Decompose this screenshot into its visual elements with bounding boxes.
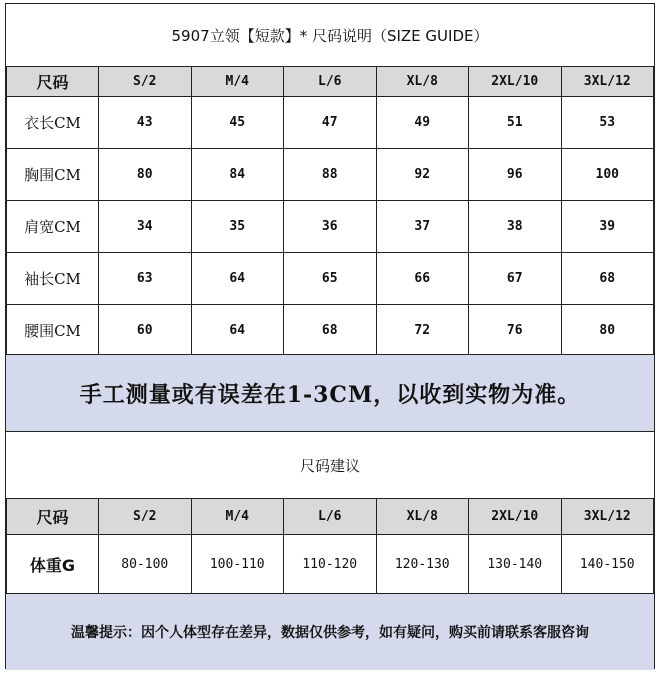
table-cell: 130-140 (469, 535, 562, 594)
table-row (7, 253, 654, 305)
size-table (6, 66, 654, 357)
table-cell: 68 (561, 253, 654, 305)
size-col-header: XL/8 (376, 499, 469, 535)
size-col-header: L/6 (284, 67, 377, 97)
table-cell: 68 (284, 305, 377, 357)
table-cell: 80-100 (99, 535, 192, 594)
row-label: 衣长CM (7, 97, 99, 149)
table-cell: 38 (469, 201, 562, 253)
table-cell: 66 (376, 253, 469, 305)
table-cell: 72 (376, 305, 469, 357)
size-corner-label: 尺码 (7, 67, 99, 97)
table-cell: 36 (284, 201, 377, 253)
table-cell: 67 (469, 253, 562, 305)
size-col-header: 3XL/12 (561, 499, 654, 535)
row-label: 肩宽CM (7, 201, 99, 253)
row-label: 腰围CM (7, 305, 99, 357)
size-suggestion-table (6, 498, 654, 594)
table-cell: 100 (561, 149, 654, 201)
size-header-row (7, 67, 654, 97)
size-col-header: 2XL/10 (469, 67, 562, 97)
table-cell: 96 (469, 149, 562, 201)
table-cell: 35 (191, 201, 284, 253)
size-col-header: S/2 (99, 499, 192, 535)
size-guide-title: 5907立领【短款】* 尺码说明（SIZE GUIDE） (6, 4, 654, 67)
table-cell: 64 (191, 253, 284, 305)
table-cell: 53 (561, 97, 654, 149)
size-col-header: M/4 (191, 67, 284, 97)
table-cell: 92 (376, 149, 469, 201)
table-row (7, 201, 654, 253)
table-cell: 37 (376, 201, 469, 253)
table-cell: 80 (561, 305, 654, 357)
table-cell: 49 (376, 97, 469, 149)
size-col-header: 2XL/10 (469, 499, 562, 535)
table-cell: 140-150 (561, 535, 654, 594)
table-cell: 80 (99, 149, 192, 201)
weight-row-label: 体重G (7, 535, 99, 594)
suggestion-header-row (7, 499, 654, 535)
size-col-header: L/6 (284, 499, 377, 535)
table-cell: 39 (561, 201, 654, 253)
table-cell: 64 (191, 305, 284, 357)
measurement-note: 手工测量或有误差在1-3CM，以收到实物为准。 (6, 354, 654, 432)
table-row (7, 535, 654, 594)
table-cell: 88 (284, 149, 377, 201)
size-col-header: 3XL/12 (561, 67, 654, 97)
table-cell: 63 (99, 253, 192, 305)
table-cell: 45 (191, 97, 284, 149)
size-guide-sheet (5, 3, 655, 669)
table-cell: 43 (99, 97, 192, 149)
table-cell: 100-110 (191, 535, 284, 594)
table-cell: 120-130 (376, 535, 469, 594)
table-cell: 47 (284, 97, 377, 149)
table-cell: 51 (469, 97, 562, 149)
size-suggestion-title: 尺码建议 (299, 456, 360, 475)
table-row (7, 305, 654, 357)
footer-note: 温馨提示：因个人体型存在差异，数据仅供参考，如有疑问，购买前请联系客服咨询 (6, 593, 654, 670)
table-cell: 76 (469, 305, 562, 357)
table-cell: 60 (99, 305, 192, 357)
table-cell: 34 (99, 201, 192, 253)
table-cell: 110-120 (284, 535, 377, 594)
table-cell: 84 (191, 149, 284, 201)
row-label: 胸围CM (7, 149, 99, 201)
row-label: 袖长CM (7, 253, 99, 305)
size-col-header: S/2 (99, 67, 192, 97)
table-row (7, 149, 654, 201)
table-cell: 65 (284, 253, 377, 305)
size-col-header: XL/8 (376, 67, 469, 97)
table-row (7, 97, 654, 149)
size-col-header: M/4 (191, 499, 284, 535)
suggestion-corner-label: 尺码 (7, 499, 99, 535)
